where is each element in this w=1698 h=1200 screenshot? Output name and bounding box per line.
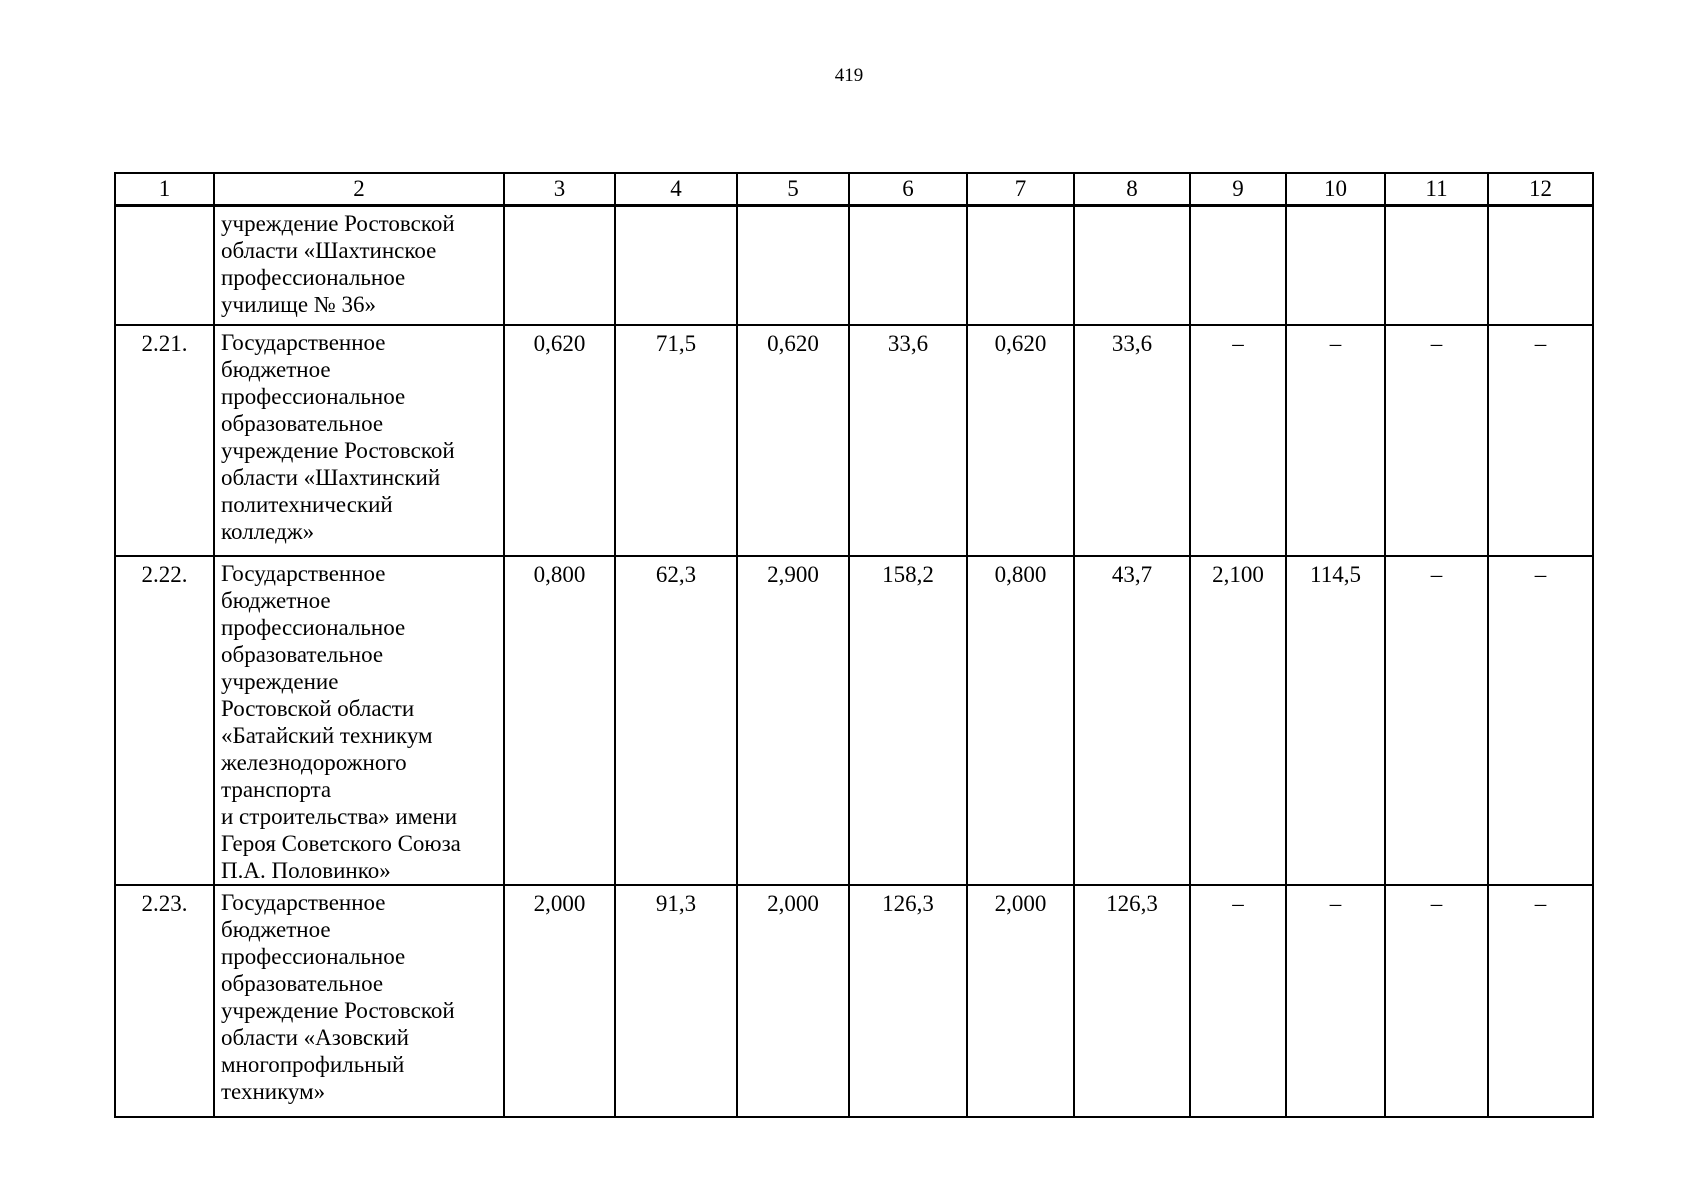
value-cell: – <box>1488 325 1593 556</box>
value-cell: – <box>1286 325 1385 556</box>
value-cell: – <box>1190 325 1286 556</box>
value-cell: – <box>1190 885 1286 1117</box>
row-number: 2.21. <box>115 325 214 556</box>
value-cell: – <box>1385 885 1488 1117</box>
value-cell <box>504 206 615 326</box>
header-cell: 3 <box>504 173 615 206</box>
value-cell: 0,800 <box>967 556 1074 885</box>
header-cell: 8 <box>1074 173 1190 206</box>
institution-name-cell <box>214 556 504 885</box>
header-cell: 2 <box>214 173 504 206</box>
institution-name: Государственное бюджетное профессиональное образовательное учреждение Ростовской области «Азовский многопрофильный техникум» <box>221 890 455 1104</box>
value-cell: – <box>1286 885 1385 1117</box>
value-cell <box>1385 206 1488 326</box>
header-cell: 9 <box>1190 173 1286 206</box>
value-cell: – <box>1488 556 1593 885</box>
value-cell: 2,100 <box>1190 556 1286 885</box>
value-cell: 33,6 <box>1074 325 1190 556</box>
value-cell: 158,2 <box>849 556 967 885</box>
header-cell: 11 <box>1385 173 1488 206</box>
value-cell: 2,000 <box>504 885 615 1117</box>
header-cell: 4 <box>615 173 737 206</box>
value-cell: 33,6 <box>849 325 967 556</box>
value-cell <box>615 206 737 326</box>
value-cell <box>1488 206 1593 326</box>
table-header-row <box>115 173 1593 206</box>
value-cell: – <box>1385 325 1488 556</box>
value-cell: 114,5 <box>1286 556 1385 885</box>
value-cell: 62,3 <box>615 556 737 885</box>
value-cell: 43,7 <box>1074 556 1190 885</box>
value-cell <box>1190 206 1286 326</box>
institution-name-cell <box>214 325 504 556</box>
header-cell: 1 <box>115 173 214 206</box>
value-cell: 126,3 <box>849 885 967 1117</box>
value-cell: 71,5 <box>615 325 737 556</box>
value-cell <box>1286 206 1385 326</box>
value-cell <box>849 206 967 326</box>
institution-name: Государственное бюджетное профессиональное образовательное учреждение Ростовской области «Батайский техникум железнодорожного транспорта и строительства» имени Героя Советского Союза П.А. Половинко» <box>221 561 461 883</box>
value-cell: 2,000 <box>967 885 1074 1117</box>
value-cell: 0,620 <box>504 325 615 556</box>
institution-name: учреждение Ростовской области «Шахтинское профессиональное училище № 36» <box>221 211 455 317</box>
value-cell: 0,620 <box>967 325 1074 556</box>
header-cell: 6 <box>849 173 967 206</box>
institution-name: Государственное бюджетное профессиональное образовательное учреждение Ростовской области «Шахтинский политехнический колледж» <box>221 330 455 544</box>
value-cell: 126,3 <box>1074 885 1190 1117</box>
value-cell: 0,620 <box>737 325 849 556</box>
institution-name-cell <box>214 885 504 1117</box>
value-cell: – <box>1385 556 1488 885</box>
institution-name-cell <box>214 206 504 326</box>
page-number: 419 <box>834 65 864 86</box>
value-cell <box>1074 206 1190 326</box>
table-row <box>115 325 1593 556</box>
table-row <box>115 556 1593 885</box>
table-row <box>115 206 1593 326</box>
value-cell: 2,900 <box>737 556 849 885</box>
row-number: 2.22. <box>115 556 214 885</box>
table-row <box>115 885 1593 1117</box>
value-cell: 2,000 <box>737 885 849 1117</box>
header-cell: 10 <box>1286 173 1385 206</box>
value-cell: 0,800 <box>504 556 615 885</box>
row-number <box>115 206 214 326</box>
value-cell: 91,3 <box>615 885 737 1117</box>
header-cell: 12 <box>1488 173 1593 206</box>
value-cell <box>737 206 849 326</box>
header-cell: 5 <box>737 173 849 206</box>
row-number: 2.23. <box>115 885 214 1117</box>
value-cell: – <box>1488 885 1593 1117</box>
data-table <box>114 172 1594 1118</box>
value-cell <box>967 206 1074 326</box>
header-cell: 7 <box>967 173 1074 206</box>
